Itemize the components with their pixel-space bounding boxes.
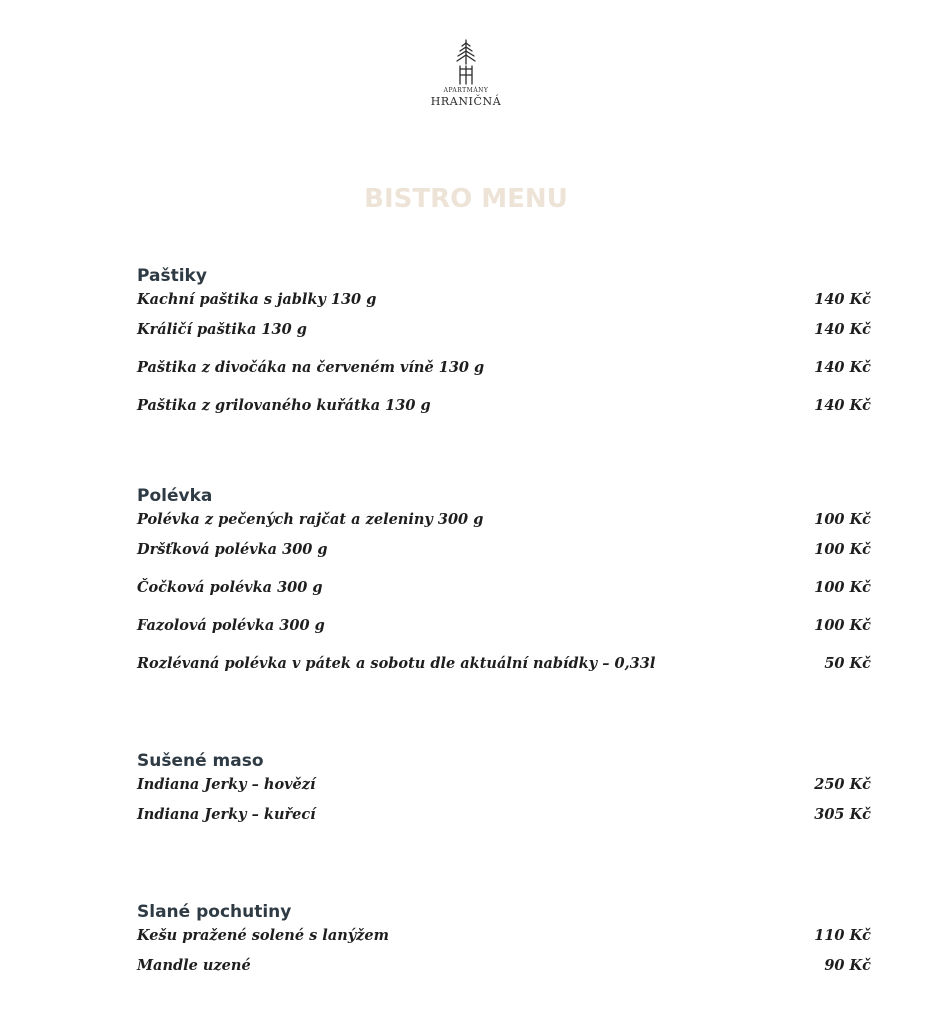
item-name: Králičí paštika 130 g <box>137 320 307 338</box>
item-name: Indiana Jerky – hovězí <box>137 775 316 793</box>
menu-item <box>137 288 871 310</box>
menu-item <box>137 946 871 984</box>
item-name: Rozlévaná polévka v pátek a sobotu dle aktuální nabídky – 0,33l <box>137 654 656 672</box>
item-price: 100 Kč <box>814 540 871 558</box>
item-price: 250 Kč <box>814 775 871 793</box>
menu-item <box>137 606 871 644</box>
menu-item <box>137 644 871 682</box>
menu-item <box>137 773 871 795</box>
item-price: 305 Kč <box>814 805 871 823</box>
menu-section-pastiky <box>137 264 871 424</box>
item-price: 100 Kč <box>814 510 871 528</box>
item-name: Fazolová polévka 300 g <box>137 616 325 634</box>
menu-section-slane-pochutiny <box>137 900 871 984</box>
brand-small-text: APARTMÁNY <box>443 87 489 94</box>
menu-item <box>137 386 871 424</box>
item-name: Kachní paštika s jablky 130 g <box>137 290 377 308</box>
menu-item <box>137 568 871 606</box>
item-price: 90 Kč <box>824 956 871 974</box>
item-price: 140 Kč <box>814 396 871 414</box>
item-name: Mandle uzené <box>137 956 251 974</box>
tree-house-icon <box>453 38 479 86</box>
item-name: Čočková polévka 300 g <box>137 578 323 596</box>
section-title: Slané pochutiny <box>137 902 292 922</box>
item-price: 140 Kč <box>814 320 871 338</box>
item-price: 100 Kč <box>814 578 871 596</box>
item-price: 110 Kč <box>814 926 871 944</box>
item-name: Paštika z divočáka na červeném víně 130 g <box>137 358 485 376</box>
section-title: Sušené maso <box>137 751 264 771</box>
item-price: 140 Kč <box>814 290 871 308</box>
menu-item <box>137 795 871 833</box>
item-price: 100 Kč <box>814 616 871 634</box>
menu-section-susene-maso <box>137 749 871 833</box>
item-name: Dršťková polévka 300 g <box>137 540 328 558</box>
section-title: Polévka <box>137 486 213 506</box>
menu-item <box>137 348 871 386</box>
menu-item <box>137 924 871 946</box>
item-price: 50 Kč <box>824 654 871 672</box>
item-name: Indiana Jerky – kuřecí <box>137 805 316 823</box>
menu-item <box>137 310 871 348</box>
item-name: Kešu pražené solené s lanýžem <box>137 926 389 944</box>
item-price: 140 Kč <box>814 358 871 376</box>
brand-name: HRANIČNÁ <box>430 95 502 108</box>
menu-item <box>137 508 871 530</box>
item-name: Paštika z grilovaného kuřátka 130 g <box>137 396 431 414</box>
menu-section-polevka <box>137 484 871 682</box>
item-name: Polévka z pečených rajčat a zeleniny 300 g <box>137 510 484 528</box>
page-title: BISTRO MENU <box>364 184 568 214</box>
menu-item <box>137 530 871 568</box>
section-title: Paštiky <box>137 266 207 286</box>
brand-logo <box>0 38 932 108</box>
